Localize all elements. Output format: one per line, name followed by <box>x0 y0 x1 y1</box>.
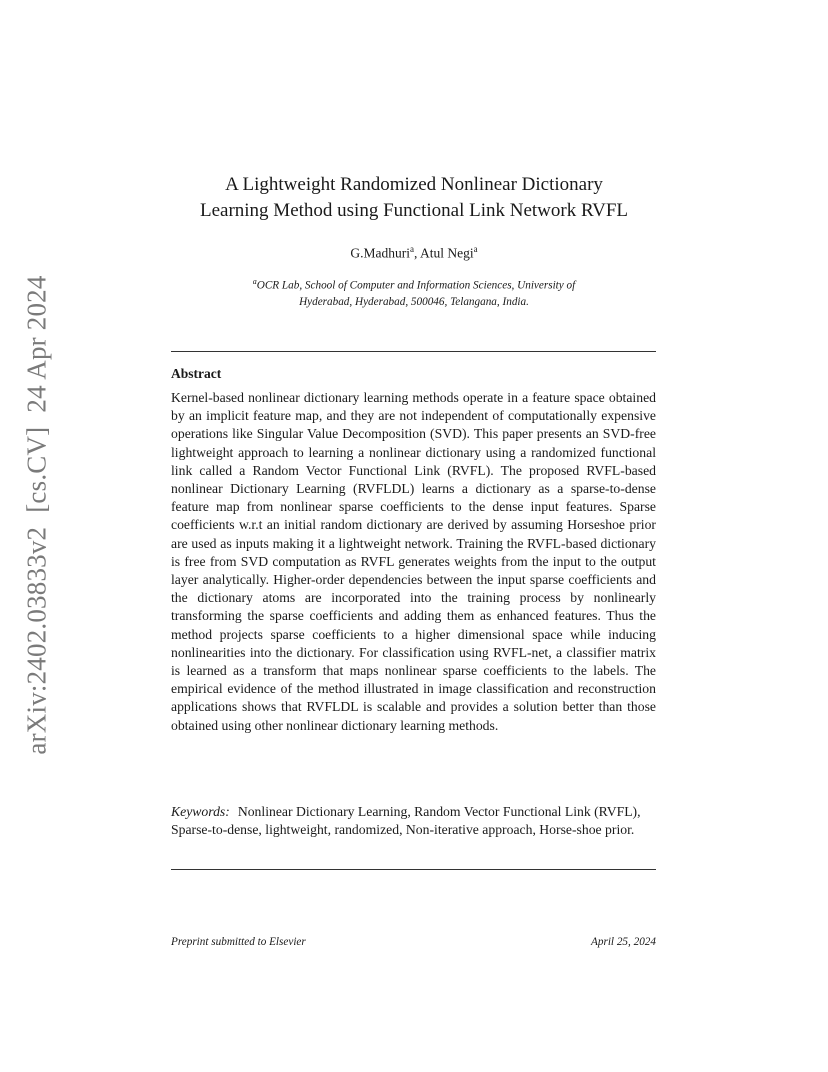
author-separator: , <box>413 245 420 261</box>
author-affil-mark: a <box>409 244 414 254</box>
author-affil-mark: a <box>473 244 478 254</box>
abstract-bottom-rule <box>171 869 656 870</box>
affiliation-line-1 <box>170 274 658 294</box>
affiliation-text-1: OCR Lab, School of Computer and Information Sciences, University of <box>256 279 576 292</box>
arxiv-id: arXiv:2402.03833v2 <box>21 526 52 755</box>
affiliation-line-2: Hyderabad, Hyderabad, 500046, Telangana, India. <box>299 295 529 308</box>
arxiv-date: 24 Apr 2024 <box>21 275 52 413</box>
abstract-heading: Abstract <box>171 366 222 381</box>
affiliation-mark: a <box>252 277 257 286</box>
abstract-text: Kernel-based nonlinear dictionary learning methods operate in a feature space obtained by an implicit feature map, and they are not independent of computationally expensive operations like Singular Value Decomposition (SVD). This paper presents an SVD-free lightweight approach to learning a nonlinear dictionary using a randomized functional link called a Random Vector Functional Link (RVFL). The proposed RVFL-based nonlinear Dictionary Learning (RVFLDL) learns a dictionary as a sparse-to-dense feature map from nonlinear sparse coefficients to the dense input features. Sparse coefficients w.r.t an initial random dictionary are derived by assuming Horseshoe prior are used as inputs making it a lightweight network. Training the RVFL-based dictionary is free from SVD computation as RVFL generates weights from the input to the output layer analytically. Higher-order dependencies between the input sparse coefficients and the dictionary atoms are incorporated into the training process by nonlinearly transforming the sparse coefficients and adding them as enhanced features. Thus the method projects sparse coefficients to a higher dimensional space while inducing nonlinearities into the dictionary. For classification using RVFL-net, a classifier matrix is learned as a transform that maps nonlinear sparse coefficients to the labels. The empirical evidence of the method illustrated in image classification and reconstruction applications shows that RVFLDL is scalable and provides a solution better than those obtained using other nonlinear dictionary learning methods. <box>171 390 656 733</box>
footer-preprint-note: Preprint submitted to Elsevier <box>171 936 306 948</box>
keywords-block <box>171 803 656 840</box>
author-name: G.Madhuri <box>350 245 410 261</box>
arxiv-identifier-stamp <box>22 275 53 754</box>
footer-date: April 25, 2024 <box>591 936 656 948</box>
title-line-1: A Lightweight Randomized Nonlinear Dictionary <box>225 174 603 195</box>
keywords-label: Keywords: <box>171 804 230 819</box>
title-line-2: Learning Method using Functional Link Network RVFL <box>199 200 629 221</box>
affiliation <box>170 274 658 310</box>
arxiv-category: [cs.CV] <box>21 426 52 513</box>
paper-title <box>120 172 708 224</box>
author-name: Atul Negi <box>420 245 474 261</box>
author-list <box>120 244 708 262</box>
abstract-top-rule <box>171 351 656 352</box>
keywords-text: Nonlinear Dictionary Learning, Random Vector Functional Link (RVFL), Sparse-to-dense, lightweight, randomized, Non-iterative approach, Horse-shoe prior. <box>171 804 641 838</box>
